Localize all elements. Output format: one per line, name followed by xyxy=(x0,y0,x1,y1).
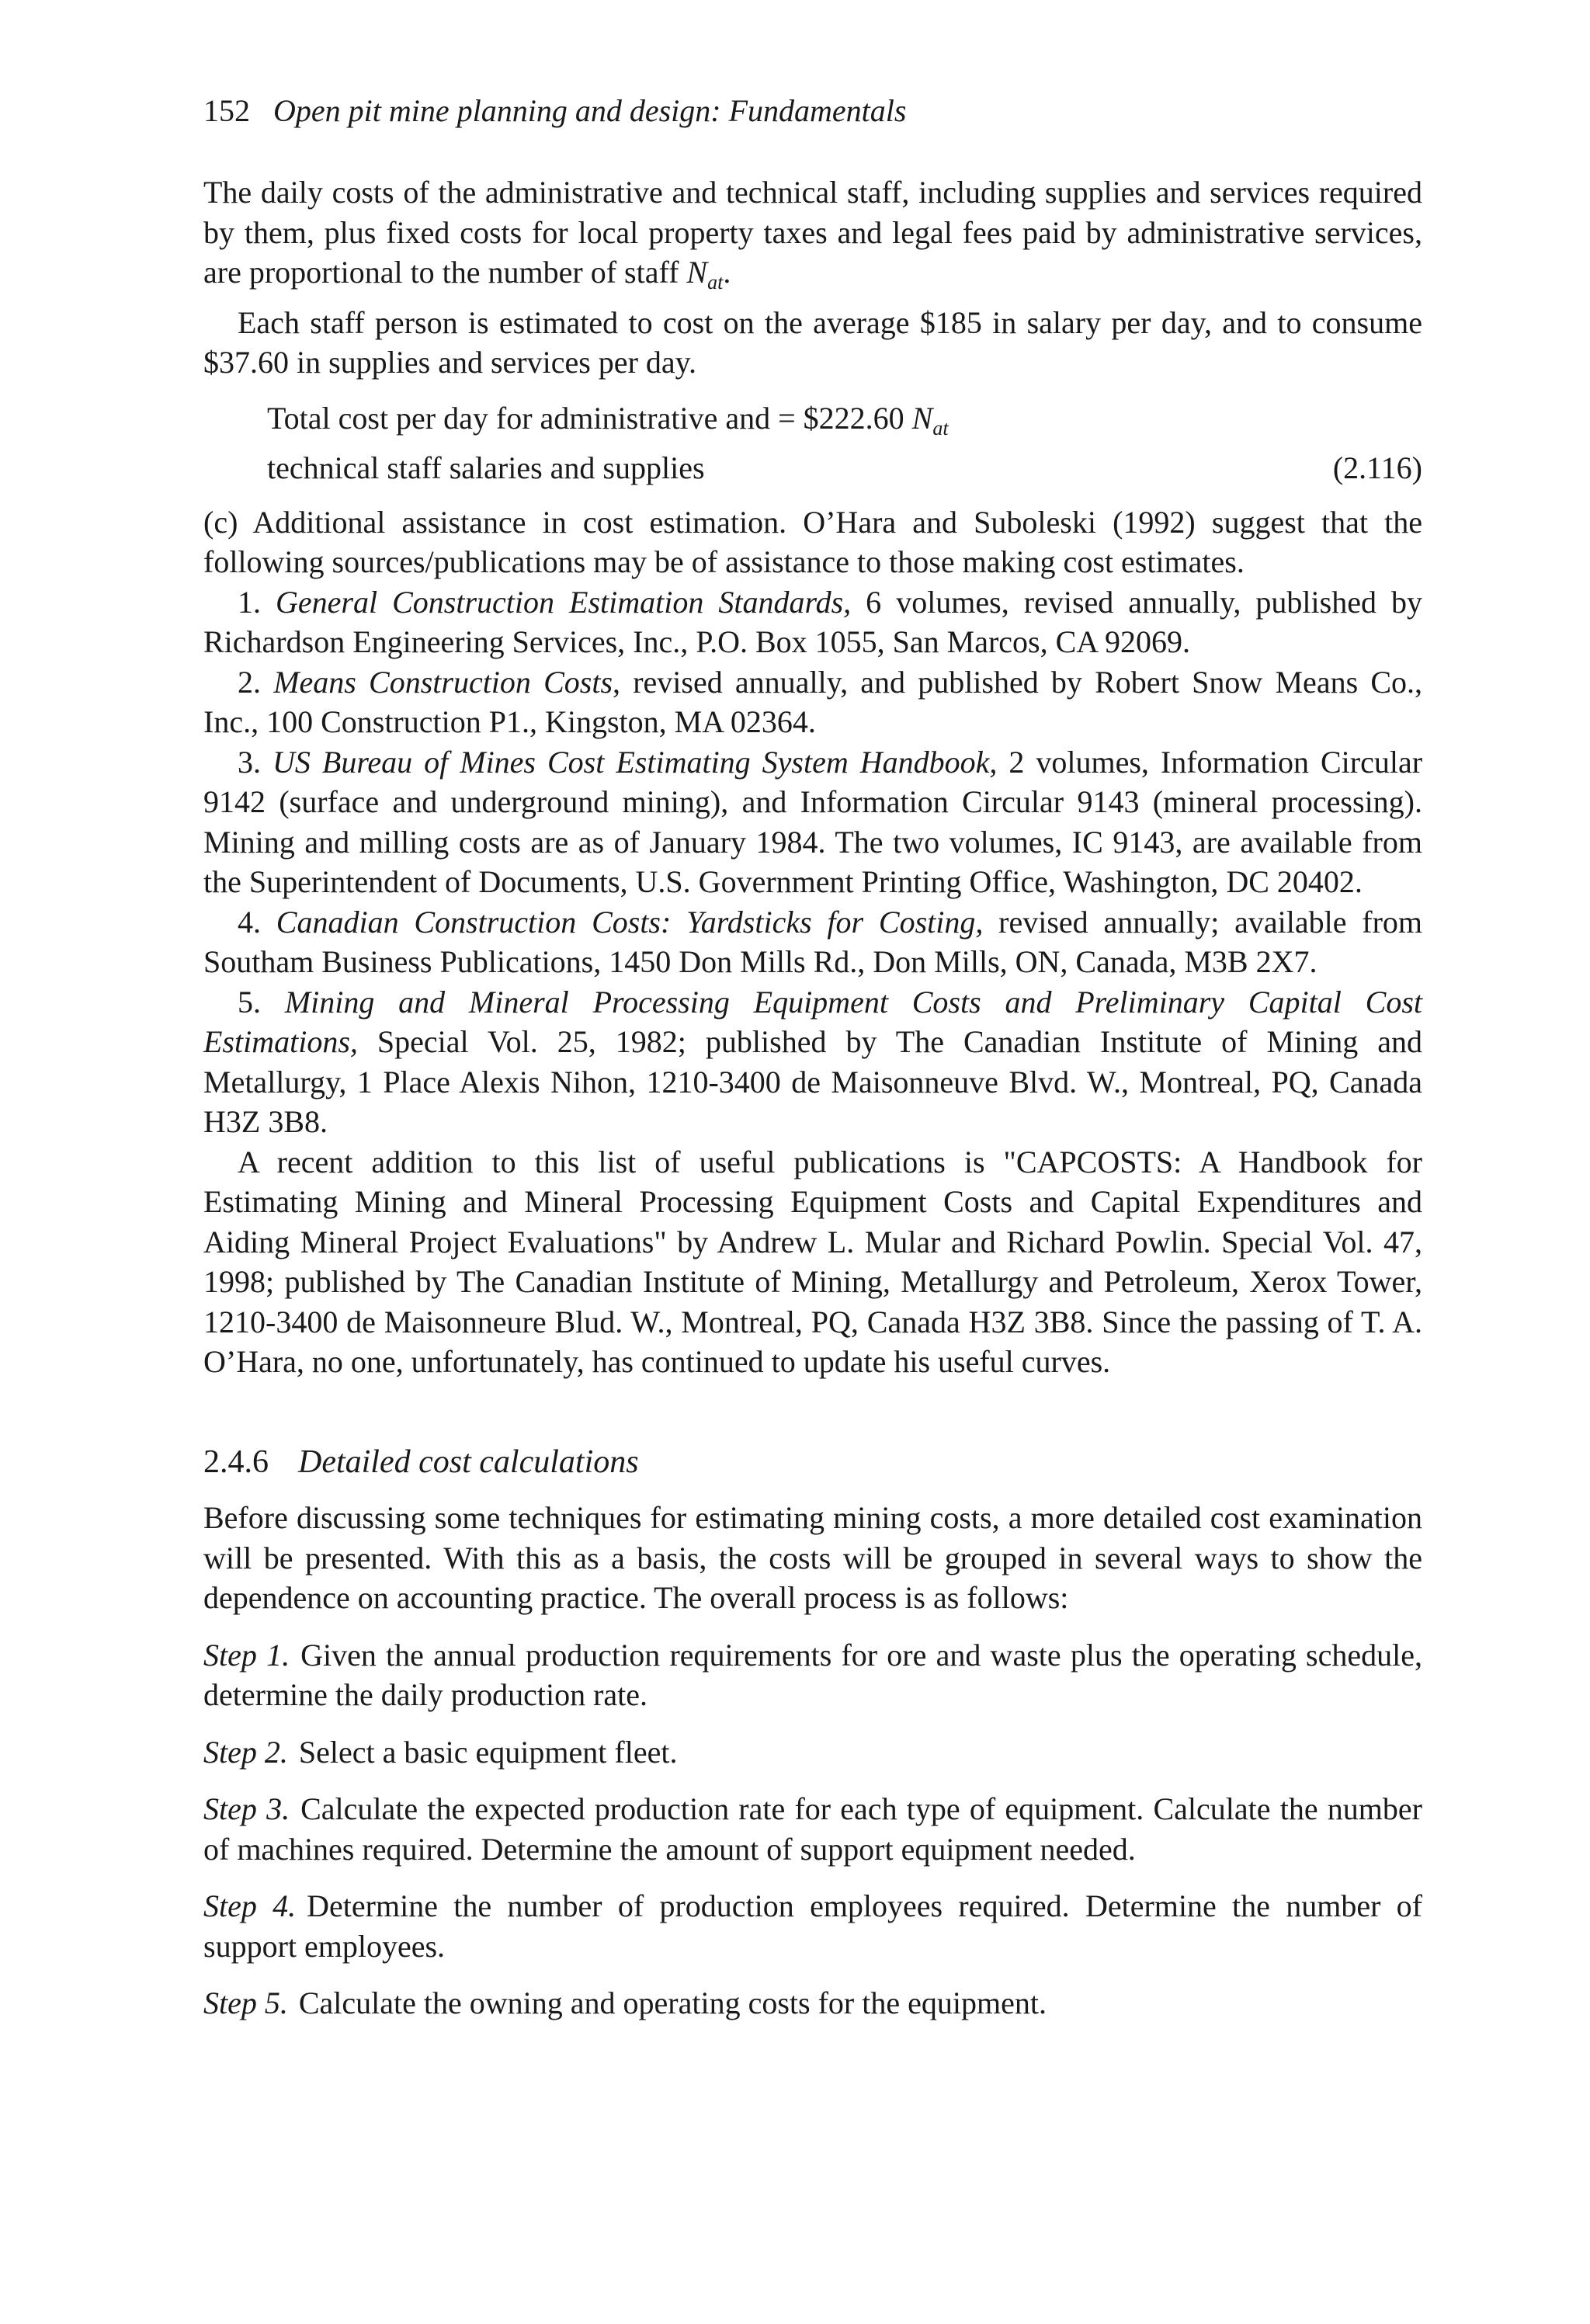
section-number: 2.4.6 xyxy=(203,1443,269,1480)
paragraph-capcosts: A recent addition to this list of useful publications is "CAPCOSTS: A Handbook for Estimating Mining and Mineral Processing Equipment Costs and Capital Expenditures and Aiding Mineral Project Evaluations" by Andrew L. Mular and Richard Powlin. Special Vol. 47, 1998; published by The Canadian Institute of Mining, Metallurgy and Petroleum, Xerox Tower, 1210-3400 de Maisonneure Blud. W., Montreal, PQ, Canada H3Z 3B8. Since the passing of T. A. O’Hara, no one, unfortunately, has continued to update his useful curves. xyxy=(203,1144,1422,1379)
list-item: 2. Means Construction Costs, revised annually, and published by Robert Snow Means Co., Inc., 100 Construction P1., Kingston, MA 02364. xyxy=(203,664,1422,739)
equation-2-116 xyxy=(267,398,1422,488)
section-title: Detailed cost calculations xyxy=(298,1443,639,1480)
list-item: 5. Mining and Mineral Processing Equipment Costs and Preliminary Capital Cost Estimations, Special Vol. 25, 1982; published by The Canadian Institute of Mining and Metallurgy, 1 Place Alexis Nihon, 1210-3400 de Maisonneuve Blvd. W., Montreal, PQ, Canada H3Z 3B8. xyxy=(203,984,1423,1139)
equation-number: (2.116) xyxy=(1332,450,1422,485)
step-item: Step 4. Determine the number of production employees required. Determine the number of support employees. xyxy=(203,1888,1422,1964)
text-column xyxy=(203,172,1422,2024)
step-item: Step 1. Given the annual production requirements for ore and waste plus the operating schedule, determine the daily production rate. xyxy=(203,1637,1422,1712)
running-title: Open pit mine planning and design: Fundamentals xyxy=(273,93,907,128)
paragraph-additional-assistance: (c) Additional assistance in cost estimation. O’Hara and Suboleski (1992) suggest that the following sources/publications may be of assistance to those making cost estimates. xyxy=(203,504,1422,579)
list-item: 3. US Bureau of Mines Cost Estimating System Handbook, 2 volumes, Information Circular 9142 (surface and underground mining), and Information Circular 9143 (mineral processing). Mining and milling costs are as of January 1984. The two volumes, IC 9143, are available from the Superintendent of Documents, U.S. Government Printing Office, Washington, DC 20402. xyxy=(203,744,1423,899)
section-heading xyxy=(203,1443,1422,1483)
list-item: 4. Canadian Construction Costs: Yardsticks for Costing, revised annually; available from Southam Business Publications, 1450 Don Mills Rd., Don Mills, ON, Canada, M3B 2X7. xyxy=(203,904,1423,979)
list-item: 1. General Construction Estimation Standards, 6 volumes, revised annually, published by Richardson Engineering Services, Inc., P.O. Box 1055, San Marcos, CA 92069. xyxy=(203,584,1422,659)
equation-line-1: Total cost per day for administrative and = $222.60 $N_{at}$ xyxy=(267,400,949,439)
page-number: 152 xyxy=(203,93,250,128)
step-item: Step 5. Calculate the owning and operating costs for the equipment. xyxy=(203,1985,1047,2020)
paragraph-section-intro: Before discussing some techniques for estimating mining costs, a more detailed cost examination will be presented. With this as a basis, the costs will be grouped in several ways to show the dependence on accounting practice. The overall process is as follows: xyxy=(203,1500,1422,1615)
step-item: Step 3. Calculate the expected production rate for each type of equipment. Calculate the number of machines required. Determine the amount of support equipment needed. xyxy=(203,1791,1422,1867)
running-header xyxy=(203,92,906,130)
paragraph-staff-costs: The daily costs of the administrative and technical staff, including supplies and services required by them, plus fixed costs for local property taxes and legal fees paid by administrative services, are proportional to the number of staff $N_{at}$. xyxy=(203,175,1422,294)
step-item: Step 2. Select a basic equipment fleet. xyxy=(203,1734,678,1770)
paragraph-staff-estimate: Each staff person is estimated to cost on the average $185 in salary per day, and to consume $37.60 in supplies and services per day. xyxy=(203,304,1422,380)
equation-line-2: technical staff salaries and supplies xyxy=(267,450,705,485)
